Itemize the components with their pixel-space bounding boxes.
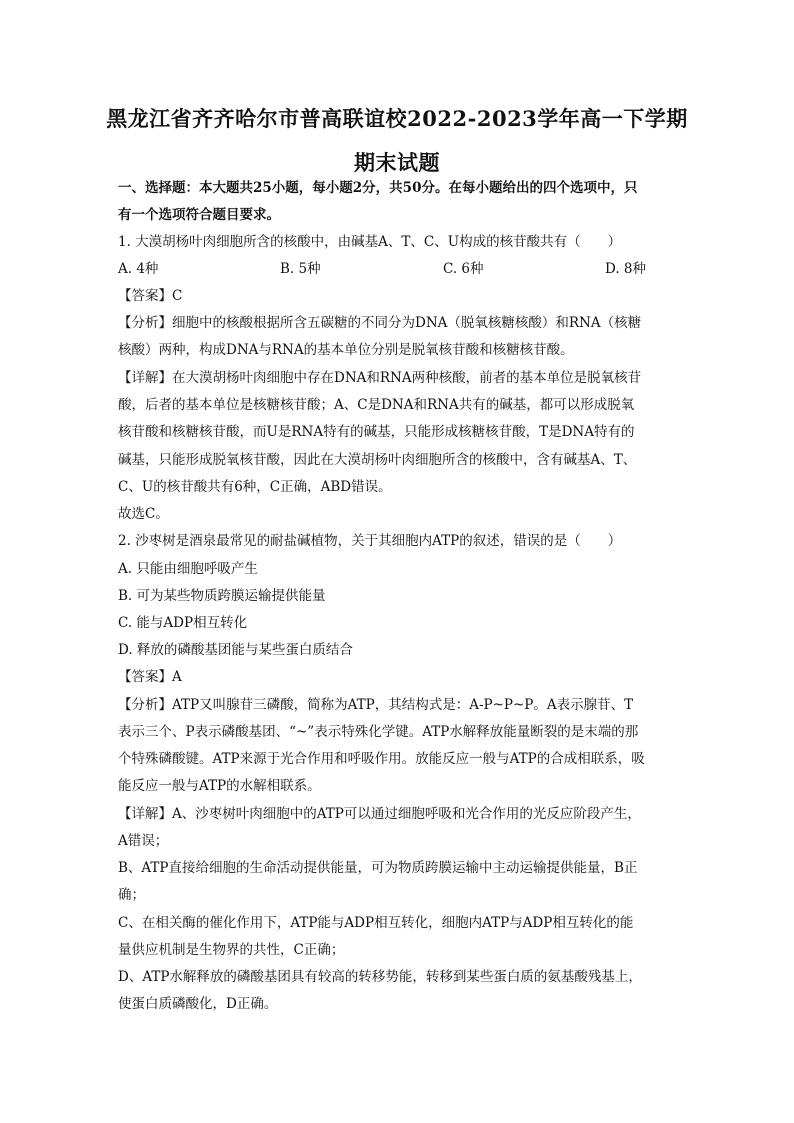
title-line-1: 黑龙江省齐齐哈尔市普高联谊校2022-2023学年高一下学期 (106, 106, 688, 131)
title-line-2: 期末试题 (354, 150, 440, 175)
q2-answer: 【答案】A (118, 669, 182, 685)
q2-detail-line: C、在相关酶的催化作用下，ATP能与ADP相互转化，细胞内ATP与ADP相互转化的能 (118, 915, 634, 931)
q1-stem: 1. 大漠胡杨叶肉细胞所含的核酸中，由碱基A、T、C、U构成的核苷酸共有（ ） (118, 234, 622, 250)
q2-option-a: A. 只能由细胞呼吸产生 (118, 561, 258, 577)
q2-detail-line: 【详解】A、沙枣树叶肉细胞中的ATP可以通过细胞呼吸和光合作用的光反应阶段产生， (118, 806, 641, 822)
q2-detail-line: A错误； (118, 833, 169, 849)
q2-stem: 2. 沙枣树是酒泉最常见的耐盐碱植物，关于其细胞内ATP的叙述，错误的是（ ） (118, 533, 622, 549)
q1-option-d: D. 8种 (605, 261, 647, 277)
q2-analysis-line: 个特殊磷酸键。ATP来源于光合作用和呼吸作用。放能反应一般与ATP的合成相联系，吸 (118, 751, 645, 767)
q2-option-b: B. 可为某些物质跨膜运输提供能量 (118, 588, 326, 604)
q1-option-c: C. 6种 (443, 261, 484, 277)
q1-detail-line: 核苷酸和核糖核苷酸，而U是RNA特有的碱基，只能形成核糖核苷酸，T是DNA特有的 (118, 424, 635, 440)
section-instruction-line-1: 一、选择题：本大题共25小题，每小题2分，共50分。在每小题给出的四个选项中，只 (118, 180, 638, 196)
q1-detail-line: 酸，后者的基本单位是核糖核苷酸；A、C是DNA和RNA共有的碱基，都可以形成脱氧 (118, 397, 635, 413)
q1-option-a: A. 4种 (118, 261, 159, 277)
q1-answer: 【答案】C (118, 288, 183, 304)
q1-conclusion: 故选C。 (118, 506, 169, 522)
q2-detail-line: 使蛋白质磷酸化，D正确。 (118, 996, 278, 1012)
section-instruction-line-2: 有一个选项符合题目要求。 (118, 207, 280, 223)
q1-detail-line: C、U的核苷酸共有6种，C正确，ABD错误。 (118, 479, 392, 495)
q2-analysis-line: 【分析】ATP又叫腺苷三磷酸，简称为ATP，其结构式是：A-P~P~P。A表示腺苷、T (118, 697, 634, 713)
q1-detail-line: 碱基，只能形成脱氧核苷酸，因此在大漠胡杨叶肉细胞所含的核酸中，含有碱基A、T、 (118, 452, 637, 468)
q2-detail-line: D、ATP水解释放的磷酸基团具有较高的转移势能，转移到某些蛋白质的氨基酸残基上， (118, 969, 642, 985)
q2-option-c: C. 能与ADP相互转化 (118, 615, 248, 631)
q2-detail-line: B、ATP直接给细胞的生命活动提供能量，可为物质跨膜运输中主动运输提供能量，B正 (118, 860, 638, 876)
q2-detail-line: 确； (118, 887, 145, 903)
q2-detail-line: 量供应机制是生物界的共性，C正确； (118, 942, 345, 958)
q1-detail-line: 【详解】在大漠胡杨叶肉细胞中存在DNA和RNA两种核酸，前者的基本单位是脱氧核苷 (118, 370, 642, 386)
q1-analysis-line: 【分析】细胞中的核酸根据所含五碳糖的不同分为DNA（脱氧核糖核酸）和RNA（核糖 (118, 315, 642, 331)
q2-analysis-line: 表示三个、P表示磷酸基团、“~”表示特殊化学键。ATP水解释放能量断裂的是末端的那 (118, 724, 639, 740)
q2-analysis-line: 能反应一般与ATP的水解相联系。 (118, 778, 321, 794)
q1-option-b: B. 5种 (280, 261, 321, 277)
q1-analysis-line: 核酸）两种，构成DNA与RNA的基本单位分别是脱氧核苷酸和核糖核苷酸。 (118, 342, 574, 358)
q2-option-d: D. 释放的磷酸基团能与某些蛋白质结合 (118, 642, 353, 658)
